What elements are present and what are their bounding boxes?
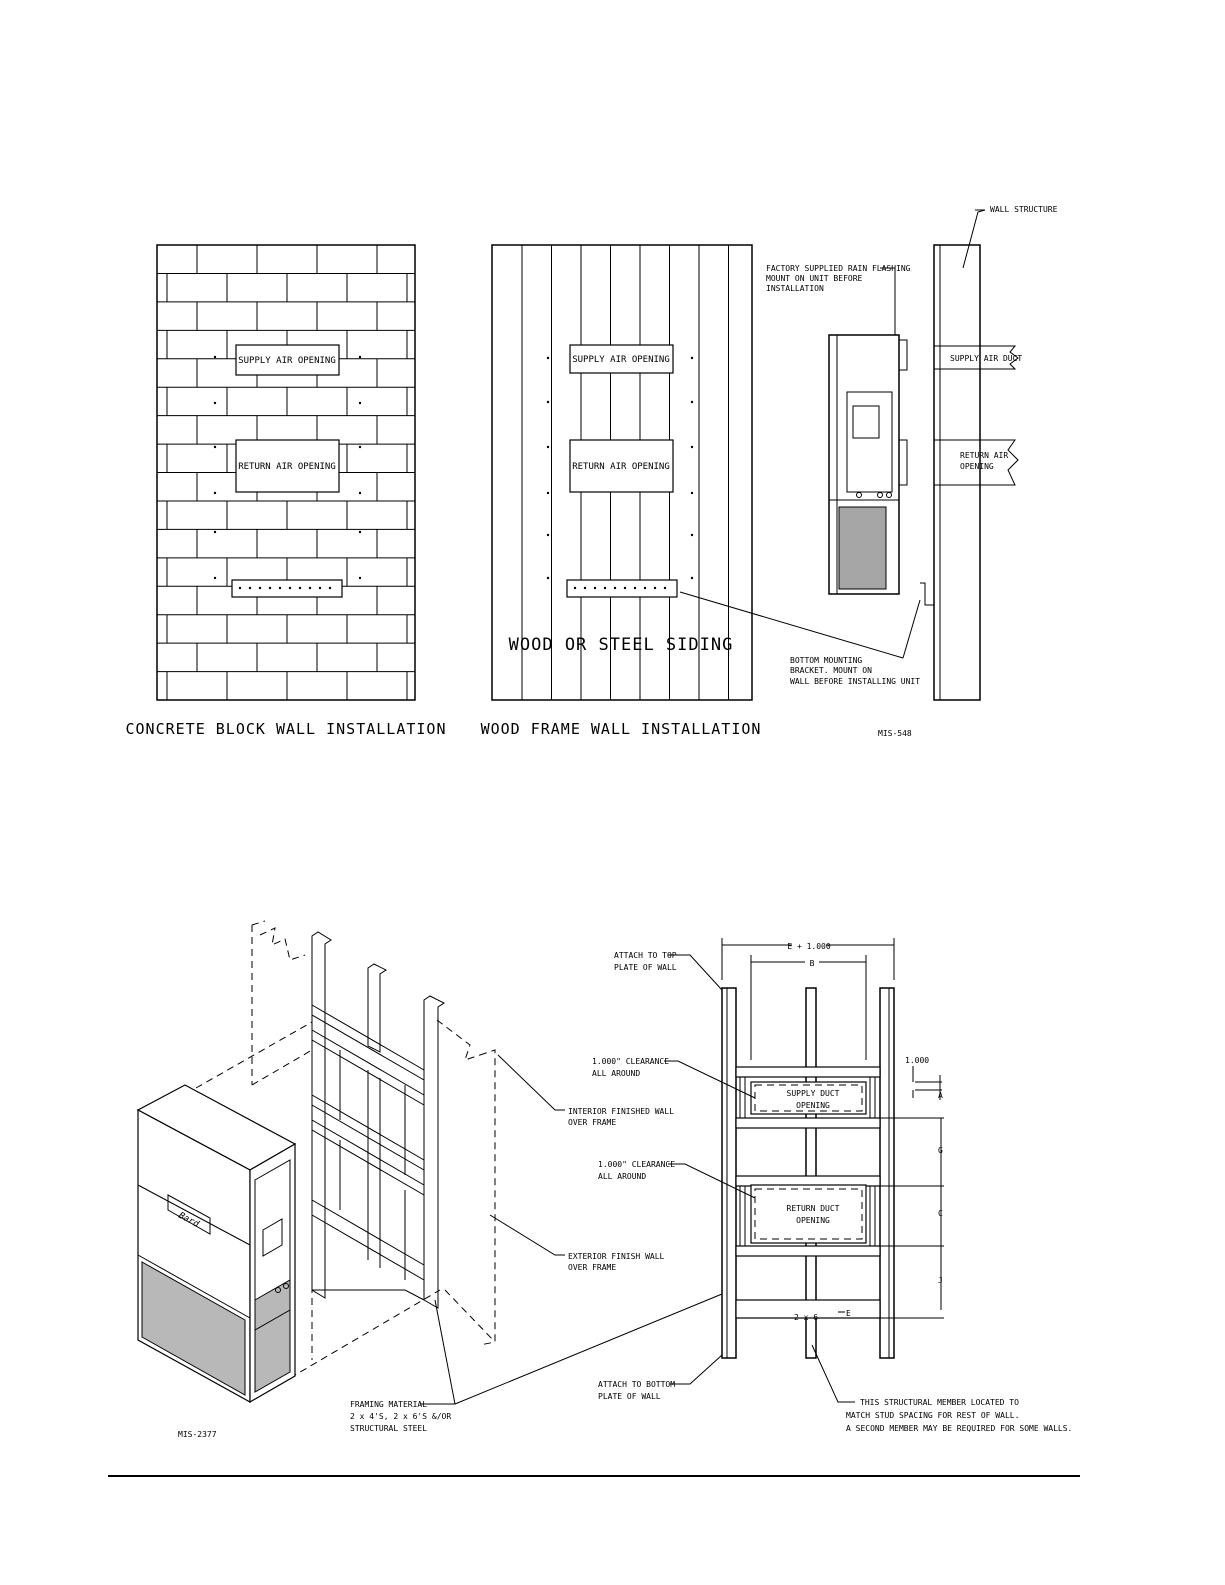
anchor-hole (214, 577, 216, 579)
dim-top-label: E + 1.000 (787, 942, 831, 951)
bracket-hole (289, 587, 291, 589)
wood-mounting-bracket (567, 580, 677, 597)
supply-duct-label: SUPPLY AIR DUCT (950, 354, 1023, 363)
anchor-hole (691, 534, 693, 536)
concrete-caption: CONCRETE BLOCK WALL INSTALLATION (125, 720, 447, 738)
anchor-hole (547, 401, 549, 403)
clearance-2-label-1: 1.000" CLEARANCE (598, 1160, 676, 1169)
supply-duct-label-2: OPENING (796, 1101, 830, 1110)
flashing-label-1: FACTORY SUPPLIED RAIN FLASHING (766, 264, 911, 273)
wall-structure-label: WALL STRUCTURE (990, 205, 1058, 214)
anchor-hole (359, 531, 361, 533)
bottom-drawing-id: MIS-2377 (178, 1430, 217, 1439)
frame-post-right (424, 996, 444, 1308)
return-opening-label-1: RETURN AIR (960, 451, 1009, 460)
bracket-hole (664, 587, 666, 589)
clearance-1-label-2: ALL AROUND (592, 1069, 641, 1078)
anchor-hole (359, 402, 361, 404)
return-opening-label-2: OPENING (960, 462, 994, 471)
interior-wall-label-2: OVER FRAME (568, 1118, 617, 1127)
wood-supply-label: SUPPLY AIR OPENING (572, 355, 670, 365)
bracket-hole (644, 587, 646, 589)
return-duct-label-2: OPENING (796, 1216, 830, 1225)
attach-top-label-1: ATTACH TO TOP (614, 951, 677, 960)
anchor-hole (691, 401, 693, 403)
member-note-2: MATCH STUD SPACING FOR REST OF WALL. (846, 1411, 1020, 1420)
clearance-1-label-1: 1.000" CLEARANCE (592, 1057, 670, 1066)
concrete-block-wall (126, 245, 447, 738)
bracket-hole (309, 587, 311, 589)
anchor-hole (359, 492, 361, 494)
bracket-hole (634, 587, 636, 589)
anchor-hole (547, 492, 549, 494)
bracket-hole (269, 587, 271, 589)
dim-e-label: E (846, 1309, 851, 1318)
bracket-label-1: BOTTOM MOUNTING (790, 656, 863, 665)
exterior-wall-label-1: EXTERIOR FINISH WALL (568, 1252, 665, 1261)
attach-bottom-label-2: PLATE OF WALL (598, 1392, 661, 1401)
dim-b-label: B (809, 959, 815, 968)
bracket-hole (299, 587, 301, 589)
bracket-hole (249, 587, 251, 589)
anchor-hole (691, 446, 693, 448)
anchor-hole (691, 357, 693, 359)
flashing-label-2: MOUNT ON UNIT BEFORE (766, 274, 863, 283)
attach-top-label-2: PLATE OF WALL (614, 963, 677, 972)
unit-grille (839, 507, 886, 589)
anchor-hole (214, 446, 216, 448)
bracket-hole (279, 587, 281, 589)
side-view (680, 205, 1058, 738)
anchor-hole (547, 577, 549, 579)
bracket-label-2: BRACKET. MOUNT ON (790, 666, 872, 675)
frame-post-left (312, 932, 331, 1298)
dim-j-label: J (938, 1276, 943, 1285)
framing-label-3: STRUCTURAL STEEL (350, 1424, 428, 1433)
exterior-wall-label-2: OVER FRAME (568, 1263, 617, 1272)
anchor-hole (214, 402, 216, 404)
anchor-hole (359, 446, 361, 448)
attach-bottom-label-1: ATTACH TO BOTTOM (598, 1380, 676, 1389)
framing-label-1: FRAMING MATERIAL (350, 1400, 428, 1409)
brand-logo: Bard (176, 1210, 201, 1230)
wood-siding-label: WOOD OR STEEL SIDING (508, 635, 734, 655)
wall-section (934, 245, 980, 700)
bracket-hole (604, 587, 606, 589)
bracket-hole (594, 587, 596, 589)
top-drawing-id: MIS-548 (878, 729, 912, 738)
bracket-hole (654, 587, 656, 589)
dim-1000-label: 1.000 (905, 1056, 930, 1065)
member-note-3: A SECOND MEMBER MAY BE REQUIRED FOR SOME WALLS. (846, 1424, 1073, 1433)
concrete-supply-label: SUPPLY AIR OPENING (238, 356, 336, 366)
wood-return-label: RETURN AIR OPENING (572, 462, 670, 472)
anchor-hole (547, 534, 549, 536)
interior-wall-label-1: INTERIOR FINISHED WALL (568, 1107, 674, 1116)
bracket-hole (319, 587, 321, 589)
anchor-hole (547, 357, 549, 359)
concrete-mounting-bracket (232, 580, 342, 597)
bracket-hole (329, 587, 331, 589)
stud-right (880, 988, 894, 1358)
wood-frame-wall (481, 245, 762, 738)
two-by-six-label: 2 x 6 (794, 1313, 819, 1322)
anchor-hole (214, 492, 216, 494)
dim-c-label: C (938, 1209, 943, 1218)
return-duct-label-1: RETURN DUCT (786, 1204, 840, 1213)
anchor-hole (359, 577, 361, 579)
dim-a-label: A (938, 1091, 943, 1100)
bracket-hole (584, 587, 586, 589)
supply-duct-label-1: SUPPLY DUCT (786, 1089, 840, 1098)
bracket-hole (574, 587, 576, 589)
anchor-hole (214, 531, 216, 533)
member-note-1: THIS STRUCTURAL MEMBER LOCATED TO (860, 1398, 1019, 1407)
wood-caption: WOOD FRAME WALL INSTALLATION (480, 720, 762, 738)
stud-left (722, 988, 736, 1358)
flashing-label-3: INSTALLATION (766, 284, 824, 293)
return-duct-opening (751, 1185, 866, 1243)
concrete-return-label: RETURN AIR OPENING (238, 462, 336, 472)
bracket-hole (624, 587, 626, 589)
bracket-hole (259, 587, 261, 589)
anchor-hole (691, 492, 693, 494)
bracket-label-3: WALL BEFORE INSTALLING UNIT (790, 677, 921, 686)
clearance-2-label-2: ALL AROUND (598, 1172, 647, 1181)
bracket-hole (614, 587, 616, 589)
anchor-hole (359, 356, 361, 358)
framing-label-2: 2 x 4'S, 2 x 6'S &/OR (350, 1412, 452, 1421)
bracket-hole (239, 587, 241, 589)
anchor-hole (691, 577, 693, 579)
framing-elevation (592, 938, 1072, 1433)
anchor-hole (547, 446, 549, 448)
anchor-hole (214, 356, 216, 358)
dim-g-label: G (938, 1146, 943, 1155)
